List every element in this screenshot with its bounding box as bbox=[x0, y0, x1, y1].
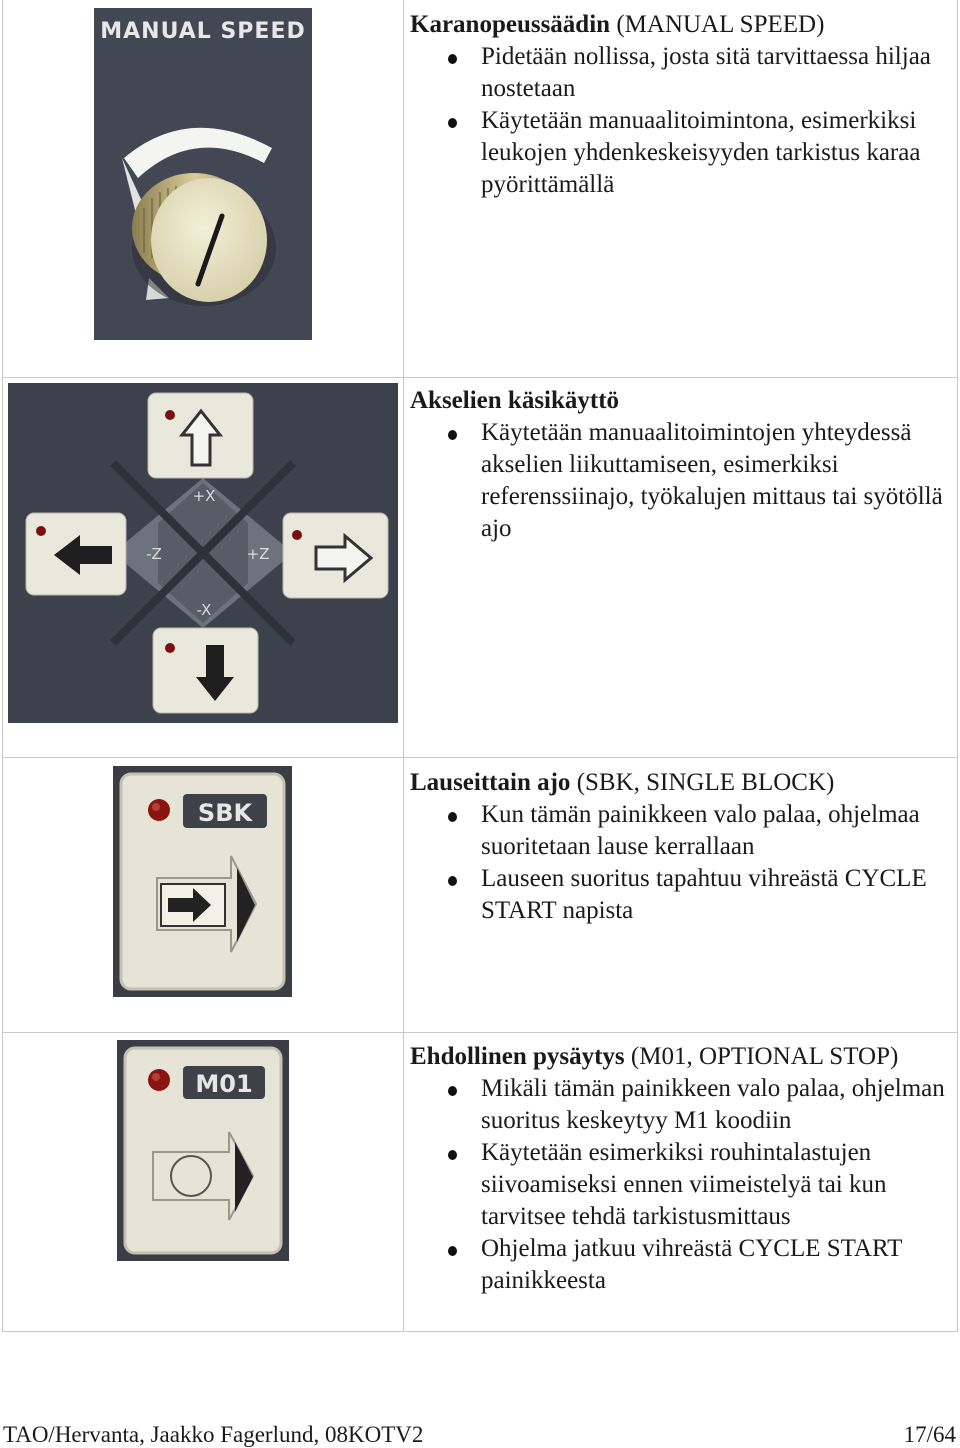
footer-author: TAO/Hervanta, Jaakko Fagerlund, 08KOTV2 bbox=[3, 1422, 424, 1447]
table-right-border bbox=[957, 0, 958, 1332]
list-item: Käytetään manuaalitoimintona, esimerkiksi leukojen yhdenkeskeisyyden tarkistus karaa pyörittämällä bbox=[410, 105, 955, 201]
list-item: Ohjelma jatkuu vihreästä CYCLE START painikkeesta bbox=[410, 1233, 955, 1297]
axis-label-minus-x: -X bbox=[196, 601, 212, 619]
list-item: Käytetään esimerkiksi rouhintalastujen siivoamiseksi ennen viimeistelyä tai kun tarvitsee tehdä tarkistusmittaus bbox=[410, 1137, 955, 1233]
manual-speed-knob-photo bbox=[94, 8, 312, 340]
optional-stop-key-photo bbox=[117, 1040, 289, 1261]
panel-label-text: MANUAL SPEED bbox=[100, 19, 306, 44]
list-item: Kun tämän painikkeen valo palaa, ohjelmaa suoritetaan lause kerrallaan bbox=[410, 799, 955, 863]
list-item: Pidetään nollissa, josta sitä tarvittaessa hiljaa nostetaan bbox=[410, 41, 955, 105]
list-item: Mikäli tämän painikkeen valo palaa, ohjelman suoritus keskeytyy M1 koodiin bbox=[410, 1073, 955, 1137]
key-label-sbk: SBK bbox=[197, 799, 253, 827]
table-row-divider bbox=[2, 757, 958, 758]
single-block-key-photo bbox=[113, 766, 292, 997]
jog-minus-x-key bbox=[153, 628, 258, 713]
table-left-border bbox=[2, 0, 3, 1332]
section-title: Lauseittain ajo bbox=[410, 769, 571, 796]
table-row-divider bbox=[2, 377, 958, 378]
section-title: Ehdollinen pysäytys bbox=[410, 1043, 625, 1070]
table-row-divider bbox=[2, 1032, 958, 1033]
section-optional-stop bbox=[410, 1041, 955, 1297]
section-title-detail: (MANUAL SPEED) bbox=[610, 11, 825, 38]
section-title: Akselien käsikäyttö bbox=[410, 387, 620, 414]
table-column-divider bbox=[403, 0, 404, 1332]
axis-label-plus-x: +X bbox=[192, 487, 216, 505]
section-manual-speed bbox=[410, 9, 955, 201]
section-title: Karanopeussäädin bbox=[410, 11, 611, 38]
key-label-m01: M01 bbox=[195, 1070, 253, 1098]
section-title-detail: (SBK, SINGLE BLOCK) bbox=[570, 769, 835, 796]
axis-label-plus-z: +Z bbox=[246, 545, 270, 563]
knob-face bbox=[151, 178, 267, 302]
table-bottom-border bbox=[2, 1331, 958, 1332]
section-title-detail: (M01, OPTIONAL STOP) bbox=[624, 1043, 899, 1070]
axis-jog-keys-photo bbox=[8, 383, 398, 723]
axis-label-minus-z: -Z bbox=[146, 545, 162, 563]
list-item: Käytetään manuaalitoimintojen yhteydessä akselien liikuttamiseen, esimerkiksi referenssiinajo, työkalujen mittaus tai syötöllä ajo bbox=[410, 417, 955, 545]
list-item: Lauseen suoritus tapahtuu vihreästä CYCLE START napista bbox=[410, 863, 955, 927]
section-single-block bbox=[410, 767, 955, 927]
footer-page-number: 17/64 bbox=[903, 1422, 956, 1447]
section-axis-jog bbox=[410, 385, 955, 545]
